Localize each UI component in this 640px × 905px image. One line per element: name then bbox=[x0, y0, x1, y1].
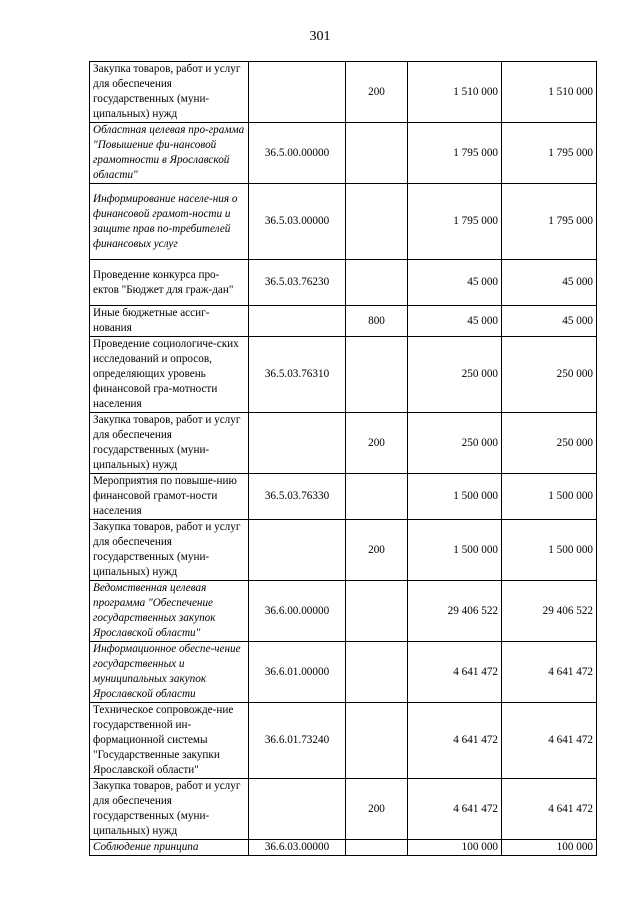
row-amount-2-cell: 4 641 472 bbox=[502, 642, 597, 703]
row-name-cell: Проведение конкурса про-ектов "Бюджет для граж-дан" bbox=[90, 260, 249, 306]
row-code-cell: 36.6.03.00000 bbox=[249, 840, 346, 856]
row-amount-1-cell: 1 510 000 bbox=[408, 62, 502, 123]
row-amount-1-cell: 1 795 000 bbox=[408, 123, 502, 184]
table-row bbox=[90, 413, 597, 474]
row-name-cell: Ведомственная целевая программа "Обеспечение государственных закупок Ярославской области" bbox=[90, 581, 249, 642]
row-name-cell: Проведение социологиче-ских исследований и опросов, определяющих уровень финансовой гра-мотности населения bbox=[90, 337, 249, 413]
row-expense-type-cell: 200 bbox=[346, 520, 408, 581]
table-row bbox=[90, 840, 597, 856]
row-amount-2-cell: 45 000 bbox=[502, 306, 597, 337]
row-expense-type-cell: 200 bbox=[346, 779, 408, 840]
table-row bbox=[90, 260, 597, 306]
row-amount-2-cell: 29 406 522 bbox=[502, 581, 597, 642]
row-code-cell bbox=[249, 413, 346, 474]
row-amount-1-cell: 4 641 472 bbox=[408, 779, 502, 840]
row-amount-2-cell: 1 795 000 bbox=[502, 123, 597, 184]
row-code-cell bbox=[249, 779, 346, 840]
row-name-cell: Соблюдение принципа bbox=[90, 840, 249, 856]
row-code-cell: 36.6.01.00000 bbox=[249, 642, 346, 703]
row-amount-1-cell: 1 500 000 bbox=[408, 474, 502, 520]
row-name-cell: Областная целевая про-грамма "Повышение фи-нансовой грамотности в Ярославской области" bbox=[90, 123, 249, 184]
row-expense-type-cell bbox=[346, 840, 408, 856]
row-expense-type-cell: 200 bbox=[346, 413, 408, 474]
row-expense-type-cell: 800 bbox=[346, 306, 408, 337]
row-code-cell: 36.5.00.00000 bbox=[249, 123, 346, 184]
row-code-cell: 36.6.01.73240 bbox=[249, 703, 346, 779]
row-expense-type-cell bbox=[346, 642, 408, 703]
row-expense-type-cell bbox=[346, 260, 408, 306]
row-amount-1-cell: 45 000 bbox=[408, 260, 502, 306]
row-name-cell: Информационное обеспе-чение государственных и муниципальных закупок Ярославской области bbox=[90, 642, 249, 703]
row-amount-1-cell: 1 795 000 bbox=[408, 184, 502, 260]
table-row bbox=[90, 306, 597, 337]
row-name-cell: Иные бюджетные ассиг-нования bbox=[90, 306, 249, 337]
row-code-cell bbox=[249, 520, 346, 581]
table-row bbox=[90, 337, 597, 413]
row-name-cell: Закупка товаров, работ и услуг для обеспечения государственных (муни-ципальных) нужд bbox=[90, 779, 249, 840]
table-row bbox=[90, 520, 597, 581]
row-amount-1-cell: 45 000 bbox=[408, 306, 502, 337]
row-name-cell: Техническое сопровожде-ние государственной ин-формационной системы "Государственные закупки Ярославской области" bbox=[90, 703, 249, 779]
row-code-cell bbox=[249, 306, 346, 337]
table-row bbox=[90, 184, 597, 260]
table-row bbox=[90, 581, 597, 642]
budget-table bbox=[89, 61, 597, 856]
row-amount-2-cell: 4 641 472 bbox=[502, 779, 597, 840]
table-row bbox=[90, 642, 597, 703]
row-amount-2-cell: 100 000 bbox=[502, 840, 597, 856]
row-amount-1-cell: 29 406 522 bbox=[408, 581, 502, 642]
row-expense-type-cell bbox=[346, 337, 408, 413]
row-amount-1-cell: 100 000 bbox=[408, 840, 502, 856]
row-name-cell: Закупка товаров, работ и услуг для обеспечения государственных (муни-ципальных) нужд bbox=[90, 520, 249, 581]
row-name-cell: Закупка товаров, работ и услуг для обеспечения государственных (муни-ципальных) нужд bbox=[90, 62, 249, 123]
row-amount-2-cell: 4 641 472 bbox=[502, 703, 597, 779]
row-code-cell: 36.5.03.76310 bbox=[249, 337, 346, 413]
row-expense-type-cell bbox=[346, 581, 408, 642]
row-code-cell bbox=[249, 62, 346, 123]
row-expense-type-cell bbox=[346, 123, 408, 184]
row-amount-2-cell: 250 000 bbox=[502, 413, 597, 474]
page-number: 301 bbox=[309, 29, 331, 44]
table-row bbox=[90, 779, 597, 840]
row-code-cell: 36.5.03.00000 bbox=[249, 184, 346, 260]
table-row bbox=[90, 62, 597, 123]
row-expense-type-cell bbox=[346, 474, 408, 520]
row-expense-type-cell bbox=[346, 184, 408, 260]
row-amount-2-cell: 1 510 000 bbox=[502, 62, 597, 123]
row-amount-2-cell: 250 000 bbox=[502, 337, 597, 413]
table-row bbox=[90, 123, 597, 184]
row-expense-type-cell: 200 bbox=[346, 62, 408, 123]
table-row bbox=[90, 703, 597, 779]
row-amount-1-cell: 4 641 472 bbox=[408, 703, 502, 779]
row-amount-2-cell: 1 500 000 bbox=[502, 520, 597, 581]
row-name-cell: Закупка товаров, работ и услуг для обеспечения государственных (муни-ципальных) нужд bbox=[90, 413, 249, 474]
row-expense-type-cell bbox=[346, 703, 408, 779]
row-name-cell: Мероприятия по повыше-нию финансовой грамот-ности населения bbox=[90, 474, 249, 520]
row-code-cell: 36.5.03.76330 bbox=[249, 474, 346, 520]
row-amount-2-cell: 1 500 000 bbox=[502, 474, 597, 520]
row-amount-2-cell: 1 795 000 bbox=[502, 184, 597, 260]
row-code-cell: 36.5.03.76230 bbox=[249, 260, 346, 306]
row-amount-1-cell: 4 641 472 bbox=[408, 642, 502, 703]
row-amount-1-cell: 1 500 000 bbox=[408, 520, 502, 581]
row-name-cell: Информирование населе-ния о финансовой грамот-ности и защите прав по-требителей финансовых услуг bbox=[90, 184, 249, 260]
row-amount-2-cell: 45 000 bbox=[502, 260, 597, 306]
table-row bbox=[90, 474, 597, 520]
budget-table-body bbox=[90, 62, 597, 856]
row-amount-1-cell: 250 000 bbox=[408, 337, 502, 413]
row-code-cell: 36.6.00.00000 bbox=[249, 581, 346, 642]
row-amount-1-cell: 250 000 bbox=[408, 413, 502, 474]
